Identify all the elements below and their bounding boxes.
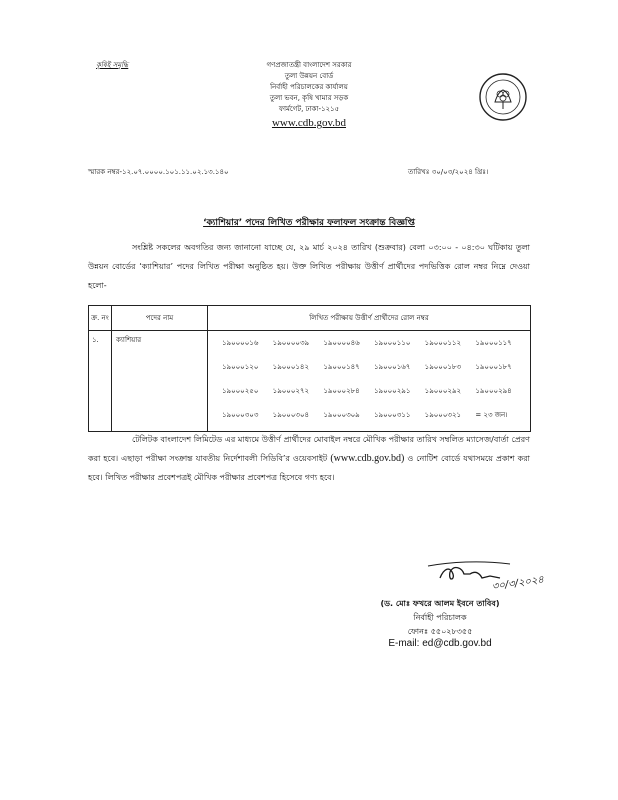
header-govt: গণপ্রজাতন্ত্রী বাংলাদেশ সরকার [266, 61, 352, 69]
signature [420, 556, 570, 596]
header-address: ফার্মগেট, ঢাকা-১২১৫ [278, 105, 340, 113]
website-link[interactable]: (www.cdb.gov.bd) [330, 453, 405, 464]
memo-number: স্মারক নম্বর-১২.০৭.০০০০.১০১.১১.০২.১৩.১৪০ [88, 168, 229, 176]
roll-number: ১৯০০০০৩৯ [272, 339, 310, 347]
roll-number: ১৯০০০১১৭ [475, 339, 512, 347]
roll-number: ১৯০০০১১০ [374, 339, 411, 347]
row-post: ক্যাশিয়ার [112, 331, 208, 432]
roll-number: ১৯০০০১৮৩ [424, 363, 462, 371]
signatory-designation: নির্বাহী পরিচালক [413, 613, 467, 622]
roll-list [208, 331, 531, 432]
issue-date: তারিখঃ ৩০/০৩/২০২৪ খ্রিঃ। [408, 168, 489, 176]
signatory-name: (ড. মোঃ ফখরে আলম ইবনে তাবিব) [380, 599, 500, 608]
roll-number: ১৯০০০২৮৪ [323, 387, 360, 395]
roll-number: ১৯০০০২৯৪ [475, 387, 512, 395]
table-header-row [89, 306, 531, 331]
results-table [88, 305, 531, 432]
roll-number: ১৯০০০০৪৬ [323, 339, 360, 347]
roll-total: = ২৩ জন। [475, 411, 508, 419]
cdb-logo [478, 72, 528, 122]
signature-date: ৩০/৩/২০২৪ [491, 574, 545, 593]
header-rolls: লিখিত পরীক্ষায় উত্তীর্ণ প্রার্থীদের রোল নম্বর [208, 306, 531, 331]
roll-number: ১৯০০০১৪৭ [323, 363, 360, 371]
slogan: কৃষিই সমৃদ্ধি [96, 61, 129, 69]
roll-number: ১৯০০০২৫০ [222, 387, 259, 395]
roll-number: ১৯০০০১২০ [222, 363, 259, 371]
header-building: তুলা ভবন, কৃষি খামার সড়ক [269, 94, 349, 102]
instructions-paragraph [88, 430, 530, 487]
table-row [89, 331, 531, 432]
notice-title: ‘ক্যাশিয়ার’ পদের লিখিত পরীক্ষার ফলাফল সংক্রান্ত বিজ্ঞপ্তি [203, 218, 415, 228]
signatory-phone: ফোনঃ ৫৫০২৮৩৫৫ [407, 627, 473, 636]
roll-number: ১৯০০০২৯২ [424, 387, 462, 395]
signatory-email[interactable]: E-mail: ed@cdb.gov.bd [388, 638, 492, 649]
roll-number: ১৯০০০২৭২ [272, 387, 310, 395]
roll-number: ১৯০০০৩০৯ [323, 411, 360, 419]
intro-paragraph: সংশ্লিষ্ট সকলের অবগতির জন্য জানানো যাচ্ছে যে, ২৯ মার্চ ২০২৪ তারিখ (শুক্রবার) বেলা ০৩:০০ - ০৪:৩০ ঘটিকায় তুলা উন্নয়ন বোর্ডের ‘ক্যাশিয়ার’ পদের লিখিত পরীক্ষা অনুষ্ঠিত হয়। উক্ত লিখিত পরীক্ষায় উত্তীর্ণ প্রার্থীদের পদভিত্তিক রোল নম্বর নিম্নে দেওয়া হলো- [88, 243, 530, 290]
header-website-link[interactable]: www.cdb.gov.bd [271, 117, 347, 129]
header-serial: ক্র. নং [89, 306, 112, 331]
roll-number: ১৯০০০১৪২ [272, 363, 310, 371]
header-post: পদের নাম [112, 306, 208, 331]
instructions-text-2: ও নোটিশ বোর্ডে যথাসময়ে প্রকাশ করা হবে। লিখিত পরীক্ষার প্রবেশপত্রই মৌখিক পরীক্ষার প্রবেশপত্র হিসেবে গণ্য হবে। [88, 454, 530, 482]
roll-number: ১৯০০০১৬৭ [374, 363, 411, 371]
roll-number: ১৯০০০৩২১ [424, 411, 462, 419]
instructions-text-1: টেলিটক বাংলাদেশ লিমিটেড এর মাধ্যমে উত্তীর্ণ প্রার্থীদের মোবাইল নম্বরে মৌখিক পরীক্ষার তারিখ সম্বলিত ম্যাসেজ/বার্তা প্রেরণ করা হবে। এছাড়া পরীক্ষা সংক্রান্ত যাবতীয় নির্দেশাবলী সিডিবি’র ওয়েবসাইট [88, 435, 530, 463]
header-office: নির্বাহী পরিচালকের কার্যালয় [270, 83, 348, 91]
header-org: তুলা উন্নয়ন বোর্ড [284, 72, 334, 80]
roll-number: ১৯০০০৩০৩ [222, 411, 259, 419]
roll-number: ১৯০০০৩১১ [374, 411, 411, 419]
row-serial: ১. [89, 331, 112, 432]
roll-number: ১৯০০০১৮৭ [475, 363, 512, 371]
roll-number: ১৯০০০০১৬ [222, 339, 259, 347]
roll-number: ১৯০০০৩০৪ [272, 411, 310, 419]
roll-number: ১৯০০০২৯১ [374, 387, 411, 395]
roll-number: ১৯০০০১১২ [424, 339, 462, 347]
